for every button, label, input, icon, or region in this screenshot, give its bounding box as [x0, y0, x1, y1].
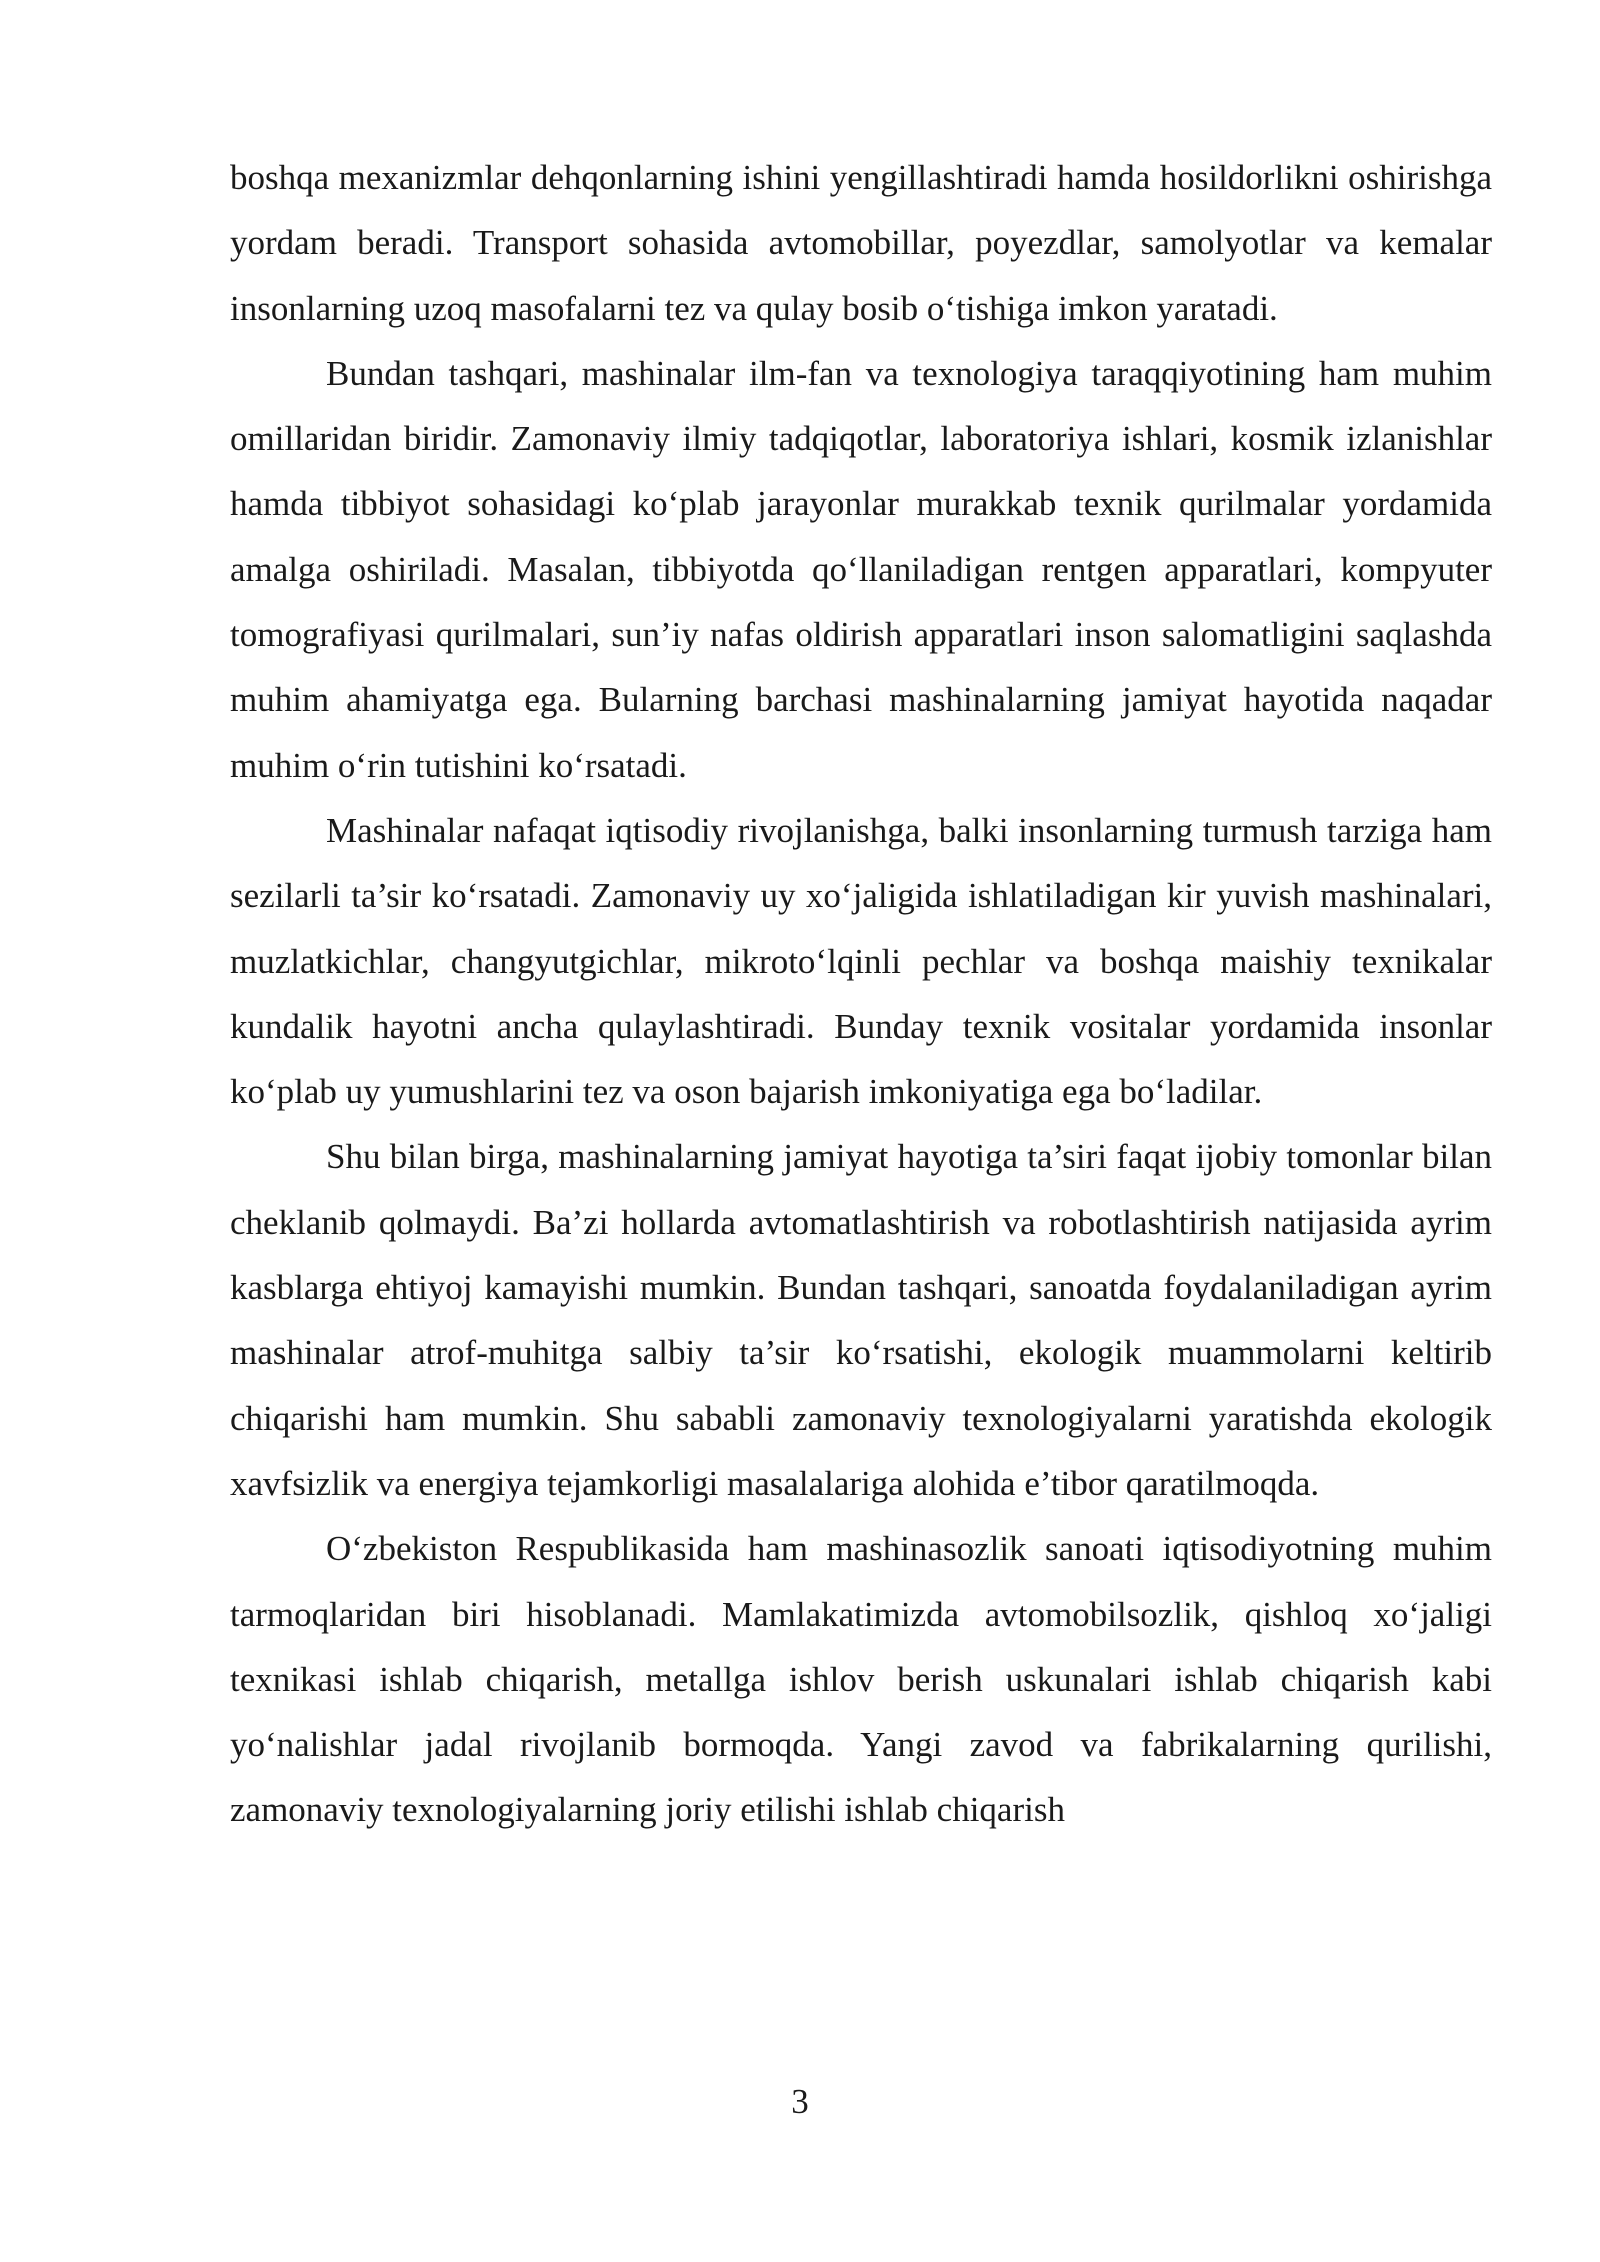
body-text [230, 145, 1492, 1843]
paragraph: Shu bilan birga, mashinalarning jamiyat hayotiga ta’siri faqat ijobiy tomonlar bilan cheklanib qolmaydi. Ba’zi hollarda avtomatlashtirish va robotlashtirish natijasida ayrim kasblarga ehtiyoj kamayishi mumkin. Bundan tashqari, sanoatda foydalaniladigan ayrim mashinalar atrof-muhitga salbiy ta’sir ko‘rsatishi, ekologik muammolarni keltirib chiqarishi ham mumkin. Shu sababli zamonaviy texnologiyalarni yaratishda ekologik xavfsizlik va energiya tejamkorligi masalalariga alohida e’tibor qaratilmoqda. [230, 1137, 1492, 1503]
paragraph: Mashinalar nafaqat iqtisodiy rivojlanishga, balki insonlarning turmush tarziga ham sezilarli ta’sir ko‘rsatadi. Zamonaviy uy xo‘jaligida ishlatiladigan kir yuvish mashinalari, muzlatkichlar, changyutgichlar, mikroto‘lqinli pechlar va boshqa maishiy texnikalar kundalik hayotni ancha qulaylashtiradi. Bunday texnik vositalar yordamida insonlar ko‘plab uy yumushlarini tez va oson bajarish imkoniyatiga ega bo‘ladilar. [230, 810, 1492, 1112]
page-number: 3 [791, 2082, 809, 2121]
paragraph: Bundan tashqari, mashinalar ilm-fan va texnologiya taraqqiyotining ham muhim omillaridan biridir. Zamonaviy ilmiy tadqiqotlar, laboratoriya ishlari, kosmik izlanishlar hamda tibbiyot sohasidagi ko‘plab jarayonlar murakkab texnik qurilmalar yordamida amalga oshiriladi. Masalan, tibbiyotda qo‘llaniladigan rentgen apparatlari, kompyuter tomografiyasi qurilmalari, sun’iy nafas oldirish apparatlari inson salomatligini saqlashda muhim ahamiyatga ega. Bularning barchasi mashinalarning jamiyat hayotida naqadar muhim o‘rin tutishini ko‘rsatadi. [230, 353, 1492, 785]
paragraph: O‘zbekiston Respublikasida ham mashinasozlik sanoati iqtisodiyotning muhim tarmoqlaridan biri hisoblanadi. Mamlakatimizda avtomobilsozlik, qishloq xo‘jaligi texnikasi ishlab chiqarish, metallga ishlov berish uskunalari ishlab chiqarish kabi yo‘nalishlar jadal rivojlanib bormoqda. Yangi zavod va fabrikalarning qurilishi, zamonaviy texnologiyalarning joriy etilishi ishlab chiqarish [230, 1529, 1492, 1830]
paragraph-continuation: boshqa mexanizmlar dehqonlarning ishini yengillashtiradi hamda hosildorlikni oshirishga yordam beradi. Transport sohasida avtomobillar, poyezdlar, samolyotlar va kemalar insonlarning uzoq masofalarni tez va qulay bosib o‘tishiga imkon yaratadi. [230, 158, 1492, 328]
